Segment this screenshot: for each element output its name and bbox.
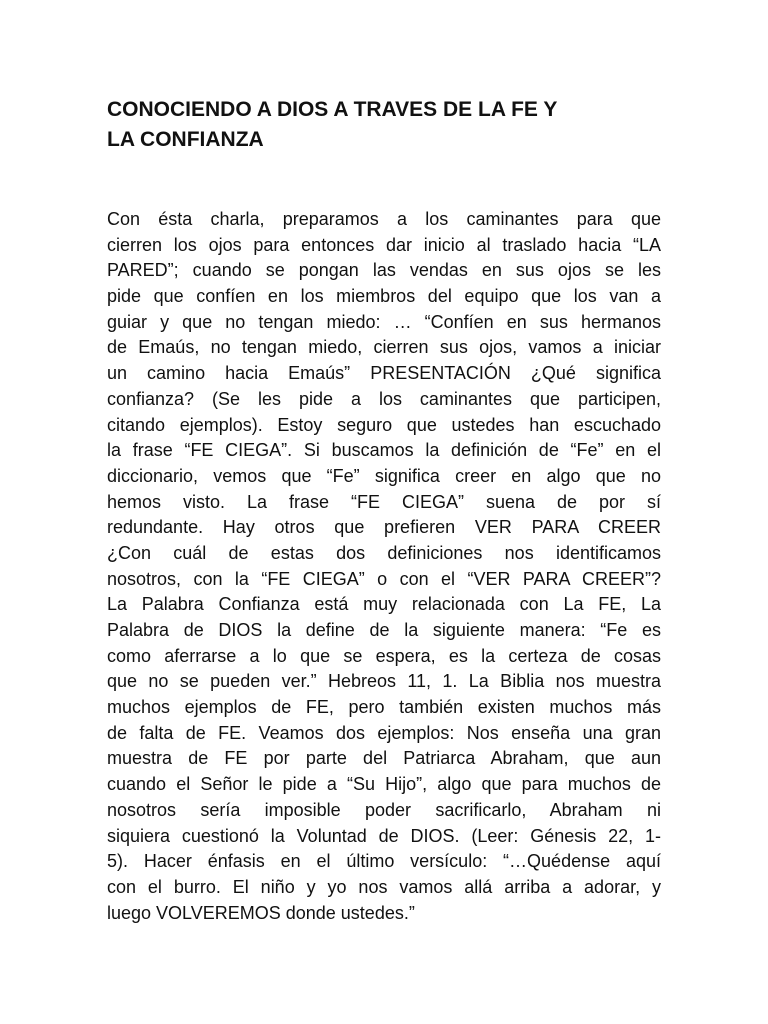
paragraph-line: siquiera cuestionó la Voluntad de DIOS. (Leer: Génesis 22, 1-: [107, 825, 661, 846]
paragraph-line: como aferrarse a lo que se espera, es la certeza de cosas: [107, 645, 661, 666]
paragraph-line: muestra de FE por parte del Patriarca Abraham, que aun: [107, 748, 661, 769]
paragraph-line: cuando el Señor le pide a “Su Hijo”, algo que para muchos de: [107, 774, 661, 795]
paragraph-line: nosotros, con la “FE CIEGA” o con el “VER PARA CREER”?: [107, 568, 661, 589]
paragraph-line: de falta de FE. Veamos dos ejemplos: Nos enseña una gran: [107, 722, 661, 743]
paragraph-line: redundante. Hay otros que prefieren VER PARA CREER: [107, 517, 661, 538]
title-line: LA CONFIANZA: [107, 128, 264, 151]
paragraph-line: Palabra de DIOS la define de la siguiente manera: “Fe es: [107, 620, 661, 640]
body-paragraph: [107, 207, 661, 926]
paragraph-line: luego VOLVEREMOS donde ustedes.”: [107, 902, 415, 923]
title-line: CONOCIENDO A DIOS A TRAVES DE LA FE Y: [107, 98, 558, 121]
paragraph-line: un camino hacia Emaús” PRESENTACIÓN ¿Qué significa: [107, 363, 661, 384]
paragraph-line: citando ejemplos). Estoy seguro que ustedes han escuchado: [107, 414, 661, 435]
paragraph-line: de Emaús, no tengan miedo, cierren sus ojos, vamos a iniciar: [107, 337, 661, 358]
document-title: [107, 95, 663, 155]
paragraph-line: Con ésta charla, preparamos a los caminantes para que: [107, 209, 661, 229]
paragraph-line: ¿Con cuál de estas dos definiciones nos identificamos: [107, 542, 661, 563]
paragraph-line: cierren los ojos para entonces dar inicio al traslado hacia “LA: [107, 234, 661, 255]
paragraph-line: La Palabra Confianza está muy relacionada con La FE, La: [107, 594, 661, 615]
paragraph-line: confianza? (Se les pide a los caminantes que participen,: [107, 388, 661, 409]
paragraph-line: nosotros sería imposible poder sacrificarlo, Abraham ni: [107, 799, 661, 820]
paragraph-line: PARED”; cuando se pongan las vendas en sus ojos se les: [107, 260, 661, 281]
paragraph-line: hemos visto. La frase “FE CIEGA” suena de por sí: [107, 491, 661, 512]
paragraph-line: 5). Hacer énfasis en el último versículo: “…Quédense aquí: [107, 851, 661, 872]
paragraph-line: pide que confíen en los miembros del equipo que los van a: [107, 286, 661, 307]
paragraph-line: la frase “FE CIEGA”. Si buscamos la definición de “Fe” en el: [107, 440, 661, 461]
paragraph-line: muchos ejemplos de FE, pero también existen muchos más: [107, 697, 661, 718]
paragraph-line: con el burro. El niño y yo nos vamos allá arriba a adorar, y: [107, 876, 661, 897]
paragraph-line: diccionario, vemos que “Fe” significa creer en algo que no: [107, 465, 661, 486]
paragraph-line: que no se pueden ver.” Hebreos 11, 1. La Biblia nos muestra: [107, 671, 661, 692]
paragraph-line: guiar y que no tengan miedo: … “Confíen en sus hermanos: [107, 311, 661, 332]
